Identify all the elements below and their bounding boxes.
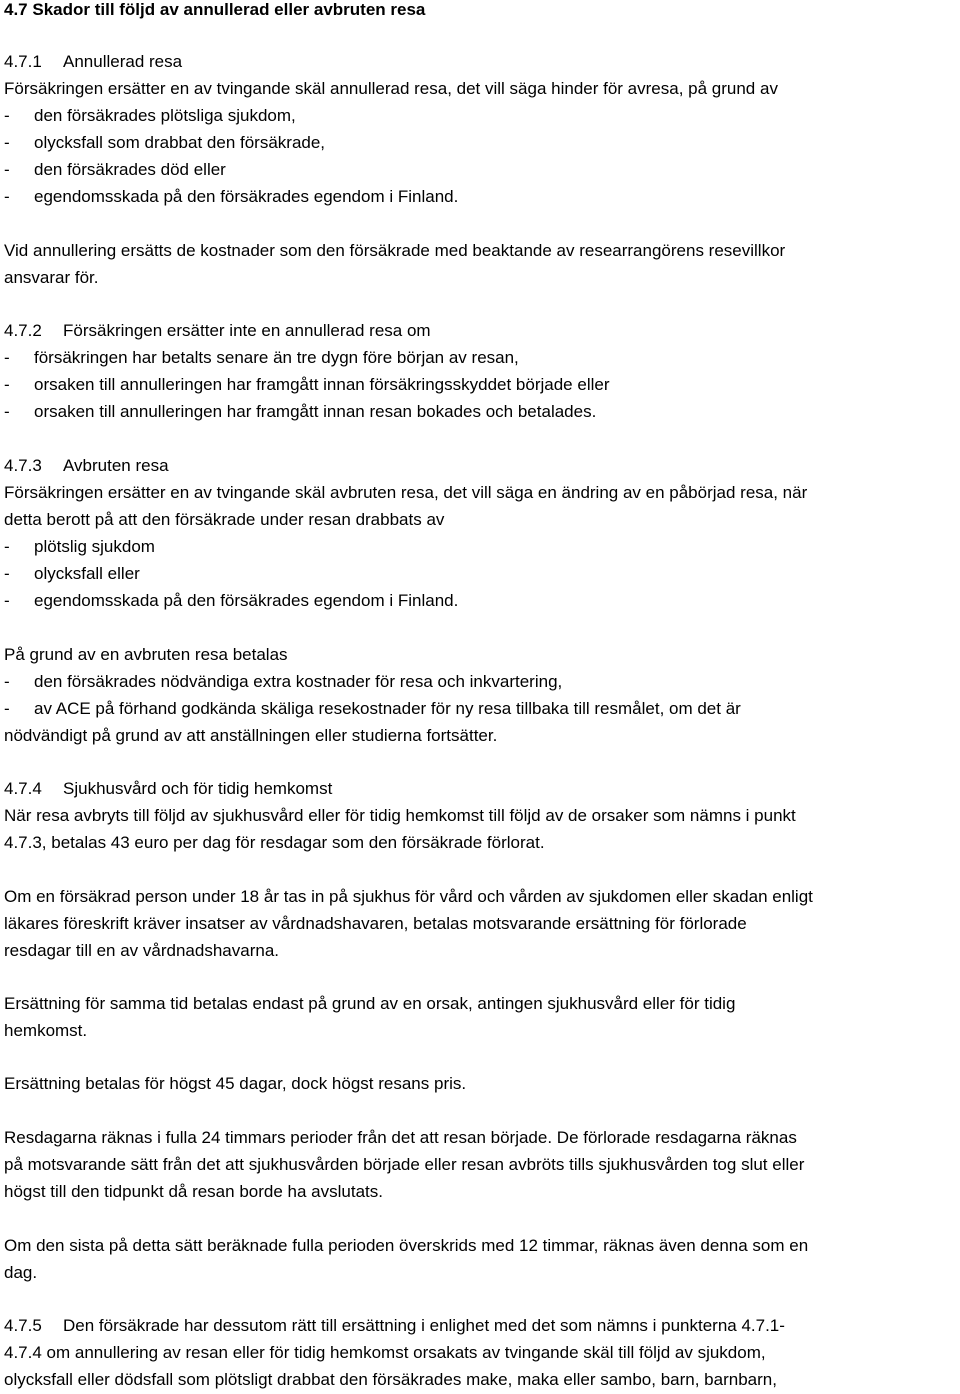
section-heading: Avbruten resa — [63, 456, 169, 475]
section-4-7-2-heading — [4, 320, 431, 342]
section-number: 4.7.1 — [4, 52, 42, 71]
paragraph-line: läkares föreskrift kräver insatser av vårdnadshavaren, betalas motsvarande ersättning för förlorade — [4, 914, 747, 933]
section-heading: Annullerad resa — [63, 52, 183, 71]
paragraph-line: ansvarar för. — [4, 268, 99, 287]
paragraph-line: Ersättning betalas för högst 45 dagar, dock högst resans pris. — [4, 1074, 467, 1093]
list-item: - egendomsskada på den försäkrades egendom i Finland. — [4, 187, 459, 206]
paragraph-line: på motsvarande sätt från det att sjukhusvården började eller resan avbröts tills sjukhusvården tog slut eller — [4, 1155, 805, 1174]
section-heading: Sjukhusvård och för tidig hemkomst — [63, 779, 333, 798]
list-item: - den försäkrades plötsliga sjukdom, — [4, 106, 296, 125]
section-heading: Försäkringen ersätter inte en annullerad resa om — [63, 321, 431, 340]
paragraph-line: resdagar till en av vårdnadshavarna. — [4, 941, 279, 960]
paragraph-line: Vid annullering ersätts de kostnader som den försäkrade med beaktande av researrangörens resevillkor — [4, 241, 786, 260]
section-4-7-5-heading — [4, 1315, 785, 1337]
paragraph-line: dag. — [4, 1263, 38, 1282]
section-number: 4.7.2 — [4, 321, 42, 340]
paragraph-line: När resa avbryts till följd av sjukhusvård eller för tidig hemkomst till följd av de orsaker som nämns i punkt — [4, 806, 796, 825]
paragraph-line: På grund av en avbruten resa betalas — [4, 645, 288, 664]
list-item: - olycksfall som drabbat den försäkrade, — [4, 133, 326, 152]
paragraph-line: hemkomst. — [4, 1021, 88, 1040]
section-4-7-1-heading — [4, 51, 182, 73]
paragraph-line: högst till den tidpunkt då resan borde ha avslutats. — [4, 1182, 383, 1201]
paragraph-line: Försäkringen ersätter en av tvingande skäl annullerad resa, det vill säga hinder för avresa, på grund av — [4, 79, 778, 98]
paragraph-line: Resdagarna räknas i fulla 24 timmars perioder från det att resan började. De förlorade resdagarna räknas — [4, 1128, 797, 1147]
list-item: - av ACE på förhand godkända skäliga resekostnader för ny resa tillbaka till resmålet, om det är — [4, 699, 741, 718]
paragraph-line: nödvändigt på grund av att anställningen eller studierna fortsätter. — [4, 726, 498, 745]
list-item: - olycksfall eller — [4, 564, 140, 583]
section-title: 4.7 Skador till följd av annullerad eller avbruten resa — [4, 0, 426, 19]
list-item: - orsaken till annulleringen har framgått innan resan bokades och betalades. — [4, 402, 597, 421]
paragraph-line: Försäkringen ersätter en av tvingande skäl avbruten resa, det vill säga en ändring av en påbörjad resa, när — [4, 483, 808, 502]
section-4-7-3-heading — [4, 455, 169, 477]
list-item: - orsaken till annulleringen har framgått innan försäkringsskyddet började eller — [4, 375, 610, 394]
paragraph-line: detta berott på att den försäkrade under resan drabbats av — [4, 510, 445, 529]
list-item: - den försäkrades nödvändiga extra kostnader för resa och inkvartering, — [4, 672, 563, 691]
paragraph-line: olycksfall eller dödsfall som plötsligt drabbat den försäkrades make, maka eller sambo, barn, barnbarn, — [4, 1370, 777, 1389]
list-item: - egendomsskada på den försäkrades egendom i Finland. — [4, 591, 459, 610]
section-number: 4.7.5 — [4, 1316, 42, 1335]
list-item: - försäkringen har betalts senare än tre dygn före början av resan, — [4, 348, 519, 367]
list-item: - plötslig sjukdom — [4, 537, 155, 556]
paragraph-line: Ersättning för samma tid betalas endast på grund av en orsak, antingen sjukhusvård eller för tidig — [4, 994, 736, 1013]
paragraph-line: Den försäkrade har dessutom rätt till ersättning i enlighet med det som nämns i punkterna 4.7.1- — [63, 1316, 785, 1335]
section-number: 4.7.3 — [4, 456, 42, 475]
paragraph-line: Om den sista på detta sätt beräknade fulla perioden överskrids med 12 timmar, räknas även denna som en — [4, 1236, 809, 1255]
list-item: - den försäkrades död eller — [4, 160, 226, 179]
paragraph-line: 4.7.4 om annullering av resan eller för tidig hemkomst orsakats av tvingande skäl till följd av sjukdom, — [4, 1343, 766, 1362]
paragraph-line: Om en försäkrad person under 18 år tas in på sjukhus för vård och vården av sjukdomen eller skadan enligt — [4, 887, 813, 906]
paragraph-line: 4.7.3, betalas 43 euro per dag för resdagar som den försäkrade förlorat. — [4, 833, 545, 852]
section-number: 4.7.4 — [4, 779, 42, 798]
section-4-7-4-heading — [4, 778, 332, 800]
